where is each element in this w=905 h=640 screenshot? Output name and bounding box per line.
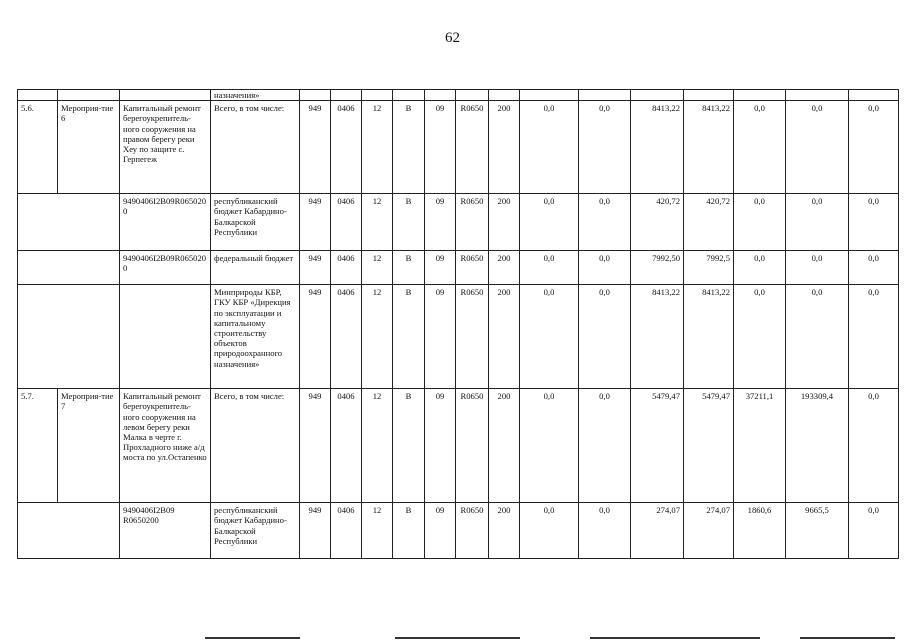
pp-cell: В [393,503,425,559]
om-cell: 09 [425,285,456,389]
value-cell: 274,07 [631,503,684,559]
value-cell: 37211,1 [734,389,786,503]
value-cell: 0,0 [520,251,579,285]
table-cell [393,90,425,101]
table-cell [849,90,899,101]
gp-cell: 12 [362,251,393,285]
value-cell: 193309,4 [786,389,849,503]
table-cell [18,194,120,251]
footer-rule [590,637,760,639]
pp-cell: В [393,101,425,194]
value-cell: 8413,22 [684,285,734,389]
value-cell: 5479,47 [684,389,734,503]
vr-cell: 200 [489,503,520,559]
value-cell: 0,0 [849,251,899,285]
value-cell: 0,0 [520,285,579,389]
vr-cell: 200 [489,285,520,389]
footer-rule [205,637,300,639]
value-cell: 0,0 [579,389,631,503]
kbk-code: 9490406I2B09R0650200 [120,251,211,285]
vr-cell: 200 [489,389,520,503]
pp-cell: В [393,251,425,285]
page-number: 62 [445,30,460,46]
table-cell [579,90,631,101]
table-cell [18,251,120,285]
section-number: 5.7. [18,389,58,503]
event-label: Мероприя-тие 6 [58,101,120,194]
vr-cell: 200 [489,251,520,285]
table-cell [331,90,362,101]
value-cell: 0,0 [849,503,899,559]
footer-rule [395,637,520,639]
value-cell: 0,0 [734,101,786,194]
table-cell [684,90,734,101]
rzpr-cell: 0406 [331,101,362,194]
value-cell: 8413,22 [631,101,684,194]
vr-cell: 200 [489,194,520,251]
value-cell: 0,0 [786,285,849,389]
value-cell: 0,0 [786,251,849,285]
table-cell [489,90,520,101]
table-cell-name: назначения» [211,90,300,101]
pp-cell: В [393,194,425,251]
om-cell: 09 [425,503,456,559]
funding-source: республиканский бюджет Кабардино-Балкарской Республики [211,503,300,559]
funding-source: федеральный бюджет [211,251,300,285]
rzpr-cell: 0406 [331,285,362,389]
om-cell: 09 [425,194,456,251]
funding-source: Всего, в том числе: [211,101,300,194]
direction-cell: R0650 [456,285,489,389]
section-number: 5.6. [18,101,58,194]
table-row [18,101,899,194]
direction-cell: R0650 [456,101,489,194]
value-cell: 9665,5 [786,503,849,559]
value-cell: 7992,50 [631,251,684,285]
event-title: Капитальный ремонт берегоукрепитель-ного сооружения на правом берегу реки Хеу по защите с. Герпегеж [120,101,211,194]
rzpr-cell: 0406 [331,194,362,251]
value-cell: 0,0 [849,194,899,251]
value-cell: 0,0 [579,503,631,559]
value-cell: 0,0 [786,101,849,194]
table-cell [18,90,58,101]
grbs-cell: 949 [300,503,331,559]
grbs-cell: 949 [300,101,331,194]
direction-cell: R0650 [456,194,489,251]
table-cell [631,90,684,101]
gp-cell: 12 [362,101,393,194]
table-cell [300,90,331,101]
table-row [18,194,899,251]
kbk-code [120,285,211,389]
om-cell: 09 [425,389,456,503]
rzpr-cell: 0406 [331,389,362,503]
value-cell: 0,0 [849,389,899,503]
value-cell: 0,0 [520,194,579,251]
table-cell [120,90,211,101]
value-cell: 274,07 [684,503,734,559]
table-cell [362,90,393,101]
rzpr-cell: 0406 [331,251,362,285]
gp-cell: 12 [362,389,393,503]
value-cell: 0,0 [579,251,631,285]
value-cell: 5479,47 [631,389,684,503]
value-cell: 0,0 [734,251,786,285]
table-row [18,389,899,503]
kbk-code: 9490406I2B09 R0650200 [120,503,211,559]
direction-cell: R0650 [456,503,489,559]
budget-table [17,89,899,559]
funding-source: Всего, в том числе: [211,389,300,503]
value-cell: 8413,22 [631,285,684,389]
value-cell: 8413,22 [684,101,734,194]
funding-source: Минприроды КБР, ГКУ КБР «Дирекция по эксплуатации и капитальному строительству объектов природоохранного назначения» [211,285,300,389]
value-cell: 0,0 [520,101,579,194]
table-cell [734,90,786,101]
value-cell: 420,72 [684,194,734,251]
value-cell: 7992,5 [684,251,734,285]
value-cell: 0,0 [520,389,579,503]
table-cell [18,285,120,389]
table-cell [425,90,456,101]
value-cell: 0,0 [579,285,631,389]
table-row [18,251,899,285]
value-cell: 0,0 [734,285,786,389]
table-row [18,90,899,101]
table-row [18,503,899,559]
grbs-cell: 949 [300,194,331,251]
pp-cell: В [393,285,425,389]
kbk-code: 9490406I2B09R0650200 [120,194,211,251]
event-label: Мероприя-тие 7 [58,389,120,503]
funding-source: республиканский бюджет Кабардино-Балкарской Республики [211,194,300,251]
event-title: Капитальный ремонт берегоукрепитель-ного сооружения на левом берегу реки Малка в черте г. Прохладного ниже а/д моста по ул.Остапенко [120,389,211,503]
value-cell: 0,0 [734,194,786,251]
rzpr-cell: 0406 [331,503,362,559]
table-cell [520,90,579,101]
value-cell: 420,72 [631,194,684,251]
footer-rule [800,637,895,639]
grbs-cell: 949 [300,285,331,389]
value-cell: 1860,6 [734,503,786,559]
vr-cell: 200 [489,101,520,194]
value-cell: 0,0 [786,194,849,251]
table-row [18,285,899,389]
value-cell: 0,0 [849,101,899,194]
table-cell [58,90,120,101]
value-cell: 0,0 [579,194,631,251]
table-cell [456,90,489,101]
direction-cell: R0650 [456,251,489,285]
om-cell: 09 [425,251,456,285]
gp-cell: 12 [362,503,393,559]
gp-cell: 12 [362,194,393,251]
grbs-cell: 949 [300,251,331,285]
pp-cell: В [393,389,425,503]
table-cell [786,90,849,101]
grbs-cell: 949 [300,389,331,503]
om-cell: 09 [425,101,456,194]
gp-cell: 12 [362,285,393,389]
direction-cell: R0650 [456,389,489,503]
value-cell: 0,0 [520,503,579,559]
value-cell: 0,0 [579,101,631,194]
table-cell [18,503,120,559]
value-cell: 0,0 [849,285,899,389]
